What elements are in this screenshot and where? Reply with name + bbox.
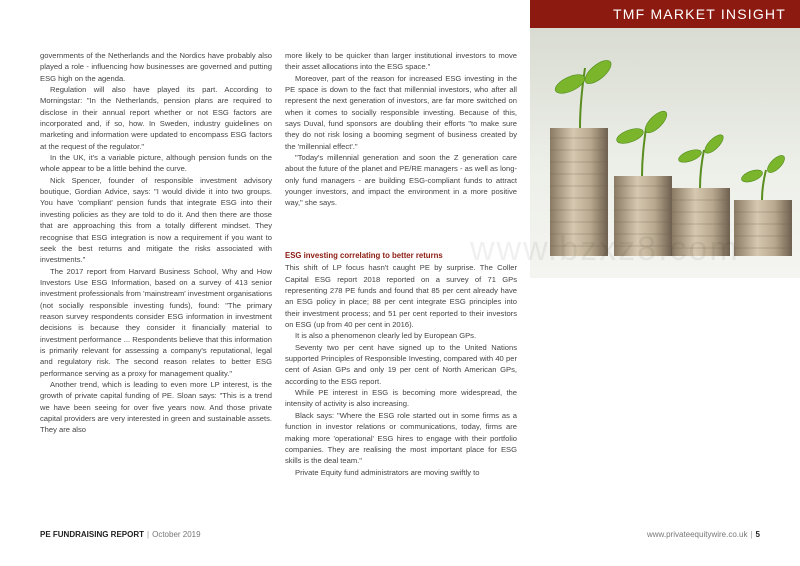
paragraph: Regulation will also have played its part. According to Morningstar: "In the Netherlands, pension plans are required to disclose in their annual report whether or not ESG factors are incorporated and, if so, how. In Sweden, industry guidelines on marketing and information were updated to encompass ESG factors at the request of the regulator." <box>40 85 272 151</box>
page-footer <box>40 528 760 542</box>
coins-seedlings-photo <box>530 28 800 278</box>
footer-publication <box>40 528 201 542</box>
paragraph: Private Equity fund administrators are moving swiftly to <box>295 467 480 477</box>
paragraph: It is also a phenomenon clearly led by European GPs. <box>295 331 477 341</box>
paragraph: Another trend, which is leading to even more LP interest, is the growth of private capital funding of PE. Sloan says: "This is a trend we have been seeing for over five years now. And those private capital providers are very interested in green and sustainable assets. They are also <box>40 379 272 435</box>
section-banner: TMF MARKET INSIGHT <box>530 0 800 28</box>
page-number: 5 <box>755 530 760 539</box>
paragraph: Nick Spencer, founder of responsible investment advisory boutique, Gordian Advice, says: "I would divide it into two groups. You have 'compliant' pension funds that integrate ESG into their investing policies as they are told to do it. And then there are those that are approaching this from a totally different mindset. They recognise that ESG integration is now a requirement if you want to seek the best returns and mitigate the risks associated with investments." <box>40 175 272 265</box>
paragraph: The 2017 report from Harvard Business School, Why and How Investors Use ESG Information, based on a survey of 413 senior investment professionals from 'mainstream' investment organisations (not socially responsible investing funds), found: "The primary reason survey respondents consider ESG information in investment decisions is because they consider it financially material to investment performance ... Respondents believe that this information is primarily relevant for assessing a company's reputational, legal and regulatory risk. The second reason relates to better ESG performance serving as a proxy for management quality." <box>40 266 272 378</box>
paragraph: "Today's millennial generation and soon the Z generation care about the future of the planet and PE/RE managers - as well as long-only fund managers - are building ESG-compliant funds to attract younger investors, and impact the environment in a more positive way," she says. <box>285 153 517 208</box>
paragraph: In the UK, it's a variable picture, although pension funds on the whole appear to be a little behind the curve. <box>40 153 272 174</box>
right-column-bottom <box>285 250 517 478</box>
separator: | <box>750 530 753 539</box>
footer-site <box>647 528 760 542</box>
paragraph: governments of the Netherlands and the Nordics have probably also played a role - influencing how businesses are governed and putting ESG high on the agenda. <box>40 51 272 83</box>
issue-date: October 2019 <box>152 530 201 539</box>
right-column-top <box>285 50 517 209</box>
separator: | <box>147 530 150 539</box>
paragraph: Moreover, part of the reason for increased ESG investing in the PE space is down to the fact that millennial investors, who after all represent the next generation of investors, are far more switched on when it comes to socially responsible investing. Because of this, says Duval, fund sponsors are doubling their efforts "to make sure they do not risk losing a booming segment of business created by the 'millennial effect'." <box>285 73 517 151</box>
left-column <box>40 50 272 436</box>
paragraph: This shift of LP focus hasn't caught PE by surprise. The Coller Capital ESG report 2018 reported on a survey of 71 GPs representing 278 PE funds and found that 85 per cent already have an ESG policy in place; 88 per cent integrate ESG principles into their investment process; and 51 per cent reported to their investors on ESG (up from 40 per cent in 2016). <box>285 263 517 330</box>
paragraph: While PE interest in ESG is becoming more widespread, the intensity of activity is also increasing. <box>285 388 517 409</box>
paragraph: Seventy two per cent have signed up to the United Nations supported Principles of Responsible Investing, compared with 40 per cent of Asian GPs and only 19 per cent of North American GPs, according to the ESG report. <box>285 342 517 386</box>
site-url[interactable]: www.privateequitywire.co.uk <box>646 530 748 539</box>
paragraph: Black says: "Where the ESG role started out in some firms as a function in investor relations or communications, today, firms are making more 'operational' ESG hires to engage with their portfolio companies. They are realising the most important place for ESG skills is the deal team." <box>285 410 517 466</box>
subheading: ESG investing correlating to better returns <box>285 251 443 260</box>
paragraph: more likely to be quicker than larger institutional investors to move their asset allocations into the ESG space." <box>285 51 517 72</box>
publication-title: PE FUNDRAISING REPORT <box>40 530 145 539</box>
